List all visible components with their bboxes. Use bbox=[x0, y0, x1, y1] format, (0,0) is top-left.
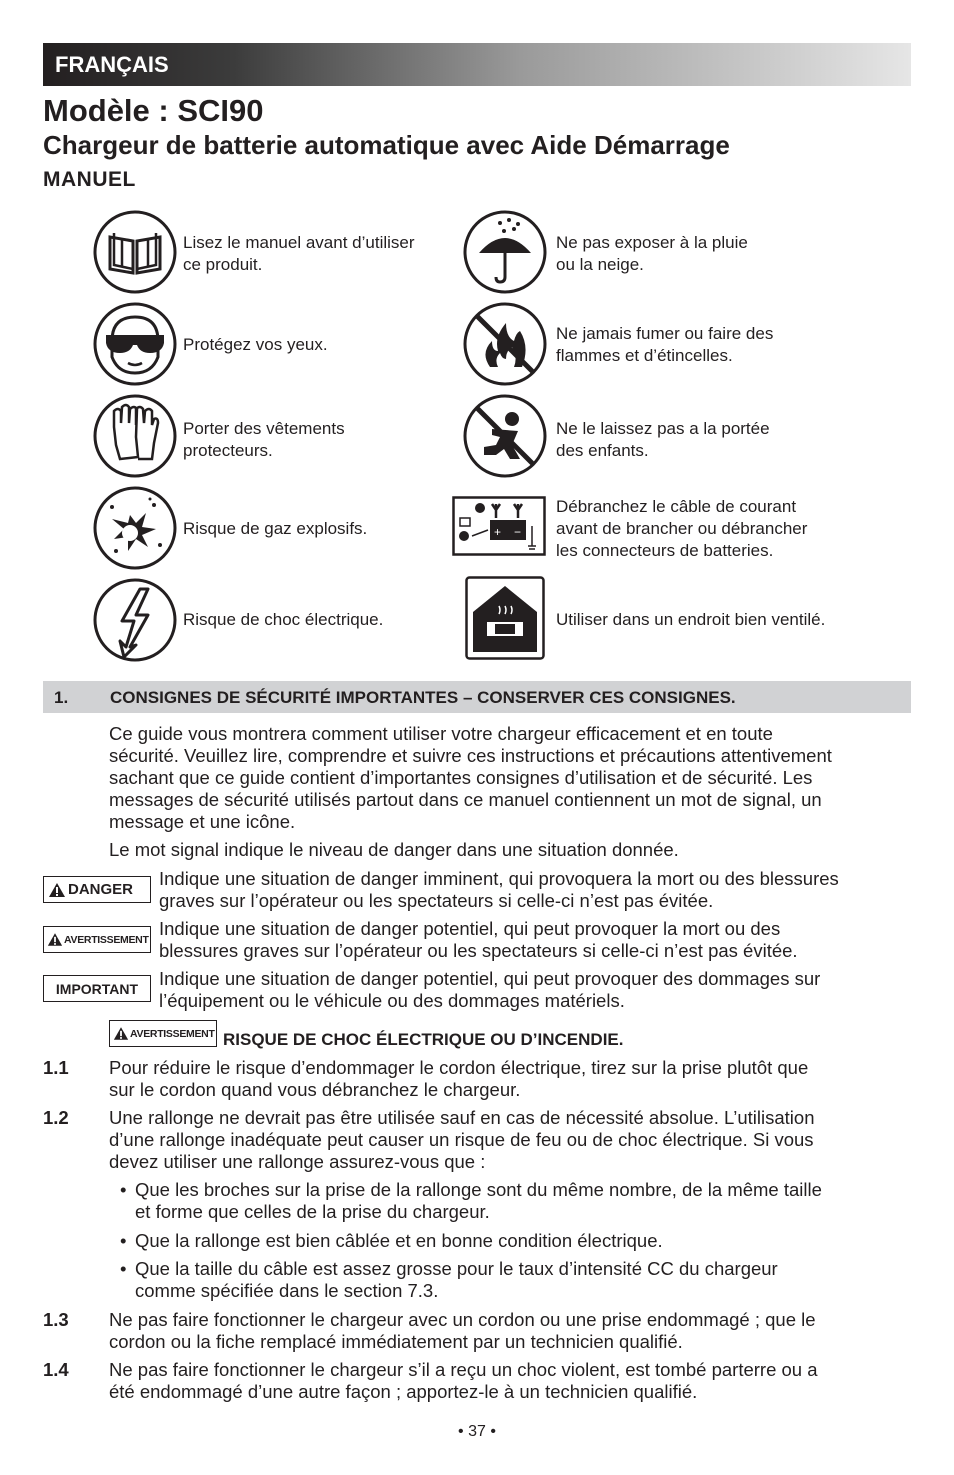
danger-line: graves sur l’opérateur ou les spectateurs si celle-ci n’est pas évitée. bbox=[159, 890, 714, 911]
svg-text:+: + bbox=[494, 525, 502, 539]
danger-badge bbox=[43, 876, 151, 903]
bullet-dot: • bbox=[120, 1179, 127, 1200]
manual-label: MANUEL bbox=[43, 168, 136, 191]
bullet-dot: • bbox=[120, 1230, 127, 1251]
danger-description bbox=[159, 868, 839, 912]
no-children-icon bbox=[462, 393, 548, 479]
bullet-line: Que les broches sur la prise de la rallonge sont du même nombre, de la même taille bbox=[135, 1179, 822, 1200]
umbrella-rain-icon bbox=[462, 209, 548, 295]
warning-triangle-icon bbox=[48, 882, 66, 898]
signal-intro: Le mot signal indique le niveau de danger dans une situation donnée. bbox=[109, 839, 679, 860]
important-label: IMPORTANT bbox=[55, 980, 139, 997]
children-line2: des enfants. bbox=[556, 441, 649, 460]
item-line: été endommagé d’une autre façon ; apportez-le à un technicien qualifié. bbox=[109, 1381, 698, 1402]
page-subtitle: Chargeur de batterie automatique avec Aide Démarrage bbox=[43, 130, 730, 160]
danger-line: Indique une situation de danger imminent, qui provoquera la mort ou des blessures bbox=[159, 868, 839, 889]
bullet-line: comme spécifiée dans le section 7.3. bbox=[135, 1280, 439, 1301]
read-manual-line2: ce produit. bbox=[183, 255, 263, 274]
hazard-title: RISQUE DE CHOC ÉLECTRIQUE OU D’INCENDIE. bbox=[223, 1030, 624, 1049]
clothing-line1: Porter des vêtements bbox=[183, 419, 345, 438]
item-1-1 bbox=[109, 1057, 808, 1101]
list-item bbox=[120, 1258, 778, 1302]
intro-line: messages de sécurité utilisés partout dans ce manuel contiennent un mot de signal, un bbox=[109, 789, 822, 810]
rain-line2: ou la neige. bbox=[556, 255, 644, 274]
bullet-dot: • bbox=[120, 1258, 127, 1279]
bullet-line: Que la rallonge est bien câblée et en bonne condition électrique. bbox=[135, 1230, 663, 1251]
page-title: Modèle : SCI90 bbox=[43, 93, 264, 128]
hazard-warning-badge bbox=[109, 1020, 217, 1047]
important-badge bbox=[43, 975, 151, 1002]
item-number: 1.2 bbox=[43, 1107, 69, 1128]
ventilated-line1: Utiliser dans un endroit bien ventilé. bbox=[556, 610, 826, 629]
clothing-text bbox=[183, 418, 345, 462]
item-line: Ne pas faire fonctionner le chargeur avec un cordon ou une prise endommagé ; que le bbox=[109, 1309, 816, 1330]
important-line: Indique une situation de danger potentiel, qui peut provoquer des dommages sur bbox=[159, 968, 821, 989]
item-line: Ne pas faire fonctionner le chargeur s’il a reçu un choc violent, est tombé parterre ou a bbox=[109, 1359, 818, 1380]
rain-line1: Ne pas exposer à la pluie bbox=[556, 233, 748, 252]
disconnect-line1: Débranchez le câble de courant bbox=[556, 497, 797, 516]
item-number: 1.3 bbox=[43, 1309, 69, 1330]
item-1-3 bbox=[109, 1309, 816, 1353]
item-line: Une rallonge ne devrait pas être utilisée sauf en cas de nécessité absolue. L’utilisation bbox=[109, 1107, 815, 1128]
eyes-text bbox=[183, 334, 328, 356]
intro-paragraph bbox=[109, 723, 832, 833]
clothing-line2: protecteurs. bbox=[183, 441, 273, 460]
section-number: 1. bbox=[54, 688, 69, 707]
section-title: CONSIGNES DE SÉCURITÉ IMPORTANTES – CONSERVER CES CONSIGNES. bbox=[110, 688, 736, 707]
item-line: devez utiliser une rallonge assurez-vous que : bbox=[109, 1151, 486, 1172]
disconnect-line2: avant de brancher ou débrancher bbox=[556, 519, 808, 538]
list-item bbox=[120, 1179, 822, 1223]
warning-line: Indique une situation de danger potentiel, qui peut provoquer la mort ou des bbox=[159, 918, 781, 939]
battery-connection-icon bbox=[452, 496, 546, 556]
children-text bbox=[556, 418, 770, 462]
item-line: sur le cordon quand vous débranchez le chargeur. bbox=[109, 1079, 521, 1100]
warning-triangle-icon bbox=[47, 932, 63, 947]
section-heading bbox=[43, 681, 911, 713]
children-line1: Ne le laissez pas a la portée bbox=[556, 419, 770, 438]
intro-line: sachant que ce guide contient d’importantes consignes d’utilisation et de sécurité. Les bbox=[109, 767, 813, 788]
intro-line: message et une icône. bbox=[109, 811, 296, 832]
shock-line1: Risque de choc électrique. bbox=[183, 610, 384, 629]
bullet-line: et forme que celles de la prise du chargeur. bbox=[135, 1201, 490, 1222]
intro-line: sécurité. Veuillez lire, comprendre et suivre ces instructions et précautions attentivement bbox=[109, 745, 832, 766]
warning-line: blessures graves sur l’opérateur ou les spectateurs si celle-ci n’est pas évitée. bbox=[159, 940, 798, 961]
flames-line2: flammes et d’étincelles. bbox=[556, 346, 733, 365]
disconnect-text bbox=[556, 496, 807, 562]
important-line: l’équipement ou le véhicule ou des dommages matériels. bbox=[159, 990, 625, 1011]
lightning-icon bbox=[92, 577, 178, 663]
gas-text bbox=[183, 518, 367, 540]
book-icon bbox=[92, 209, 178, 295]
language-label: FRANÇAIS bbox=[55, 52, 169, 77]
eyes-line1: Protégez vos yeux. bbox=[183, 335, 328, 354]
explosion-icon bbox=[92, 485, 178, 571]
ventilated-text bbox=[556, 609, 825, 631]
warning-badge bbox=[43, 926, 151, 953]
warning-label: AVERTISSEMENT bbox=[64, 933, 149, 946]
page-number: • 37 • bbox=[458, 1423, 496, 1440]
rain-text bbox=[556, 232, 748, 276]
no-flames-icon bbox=[462, 301, 548, 387]
item-1-2 bbox=[109, 1107, 815, 1173]
shock-text bbox=[183, 609, 383, 631]
warning-description bbox=[159, 918, 798, 962]
gloves-icon bbox=[92, 393, 178, 479]
item-line: d’une rallonge inadéquate peut causer un risque de feu ou de choc électrique. Si vous bbox=[109, 1129, 814, 1150]
item-line: Pour réduire le risque d’endommager le cordon électrique, tirez sur la prise plutôt que bbox=[109, 1057, 809, 1078]
goggles-icon bbox=[92, 301, 178, 387]
item-number: 1.4 bbox=[43, 1359, 69, 1380]
flames-text bbox=[556, 323, 773, 367]
read-manual-line1: Lisez le manuel avant d’utiliser bbox=[183, 233, 415, 252]
bullet-line: Que la taille du câble est assez grosse pour le taux d’intensité CC du chargeur bbox=[135, 1258, 778, 1279]
svg-text:−: − bbox=[514, 525, 522, 539]
language-banner bbox=[43, 43, 911, 86]
item-1-4 bbox=[109, 1359, 818, 1403]
warning-triangle-icon bbox=[113, 1026, 129, 1041]
item-line: cordon ou la fiche remplacé immédiatement par un technicien qualifié. bbox=[109, 1331, 683, 1352]
hazard-warning-label: AVERTISSEMENT bbox=[130, 1027, 215, 1040]
danger-label: DANGER bbox=[68, 881, 134, 898]
item-number: 1.1 bbox=[43, 1057, 69, 1078]
flames-line1: Ne jamais fumer ou faire des bbox=[556, 324, 774, 343]
intro-line: Ce guide vous montrera comment utiliser votre chargeur efficacement et en toute bbox=[109, 723, 773, 744]
read-manual-text bbox=[183, 232, 415, 276]
list-item bbox=[120, 1230, 663, 1252]
gas-line1: Risque de gaz explosifs. bbox=[183, 519, 368, 538]
important-description bbox=[159, 968, 820, 1012]
ventilated-house-icon bbox=[465, 576, 545, 660]
disconnect-line3: les connecteurs de batteries. bbox=[556, 541, 774, 560]
